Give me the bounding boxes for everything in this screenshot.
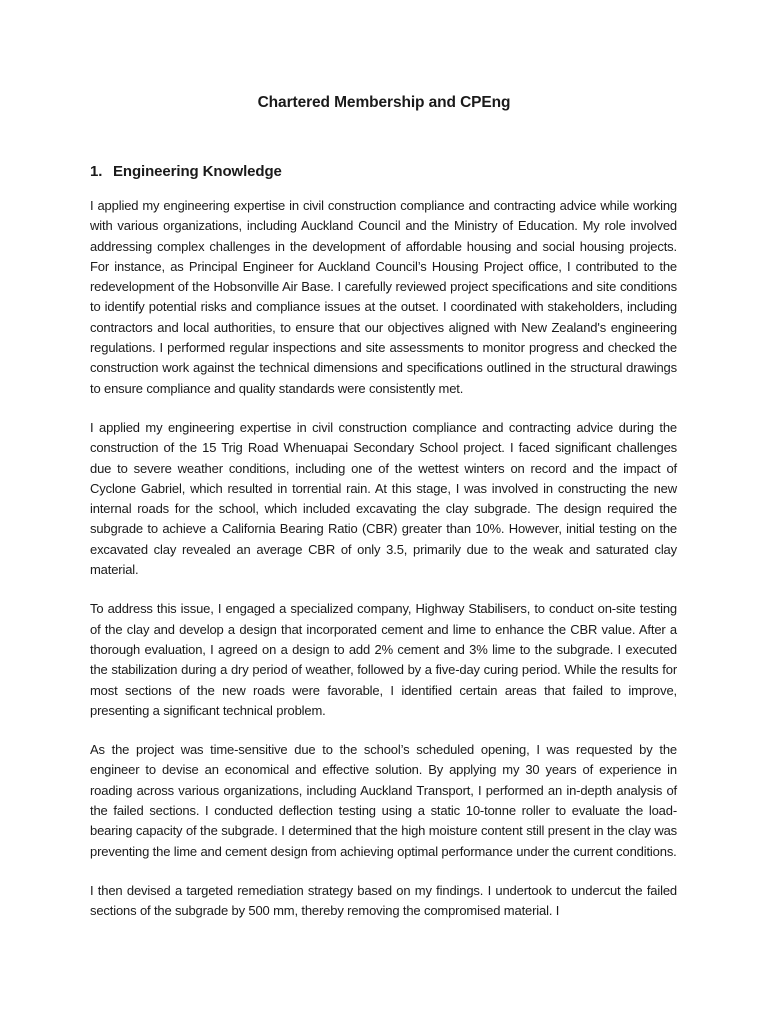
section-heading-text: Engineering Knowledge bbox=[113, 163, 282, 180]
section-number: 1. bbox=[90, 163, 103, 180]
paragraph-2: I applied my engineering expertise in civil construction compliance and contracting advice during the construction of the 15 Trig Road Whenuapai Secondary School project. I faced significant challenges due to severe weather conditions, including one of the wettest winters on record and the impact of Cyclone Gabriel, which resulted in torrential rain. At this stage, I was involved in constructing the new internal roads for the school, which included excavating the clay subgrade. The design required the subgrade to achieve a California Bearing Ratio (CBR) greater than 10%. However, initial testing on the excavated clay revealed an average CBR of only 3.5, primarily due to the weak and saturated clay material. bbox=[90, 419, 677, 578]
paragraph-5: I then devised a targeted remediation strategy based on my findings. I undertook to undercut the failed sections of the subgrade by 500 mm, thereby removing the compromised material. I bbox=[90, 882, 677, 919]
document-title: Chartered Membership and CPEng bbox=[257, 94, 511, 111]
paragraph-4: As the project was time-sensitive due to the school’s scheduled opening, I was requested by the engineer to devise an economical and effective solution. By applying my 30 years of experience in roading across various organizations, including Auckland Transport, I performed an in-depth analysis of the failed sections. I conducted deflection testing using a static 10-tonne roller to evaluate the load-bearing capacity of the subgrade. I determined that the high moisture content still present in the clay was preventing the lime and cement design from achieving optimal performance under the current conditions. bbox=[90, 742, 677, 859]
document-body bbox=[90, 196, 677, 922]
section-heading bbox=[90, 163, 282, 180]
paragraph-3: To address this issue, I engaged a specialized company, Highway Stabilisers, to conduct on-site testing of the clay and develop a design that incorporated cement and lime to enhance the CBR value. After a thorough evaluation, I agreed on a design to add 2% cement and 3% lime to the subgrade. I executed the stabilization during a dry period of weather, followed by a five-day curing period. While the results for most sections of the new roads were favorable, I identified certain areas that failed to improve, presenting a significant technical problem. bbox=[90, 601, 677, 718]
paragraph-1: I applied my engineering expertise in civil construction compliance and contracting advice while working with various organizations, including Auckland Council and the Ministry of Education. My role involved addressing complex challenges in the development of affordable housing and social housing projects. For instance, as Principal Engineer for Auckland Council’s Housing Project office, I contributed to the redevelopment of the Hobsonville Air Base. I carefully reviewed project specifications and site conditions to identify potential risks and compliance issues at the outset. I coordinated with stakeholders, including contractors and local authorities, to ensure that our objectives aligned with New Zealand's engineering regulations. I performed regular inspections and site assessments to monitor progress and checked the construction work against the technical dimensions and specifications outlined in the structural drawings to ensure compliance and quality standards were consistently met. bbox=[90, 198, 677, 396]
